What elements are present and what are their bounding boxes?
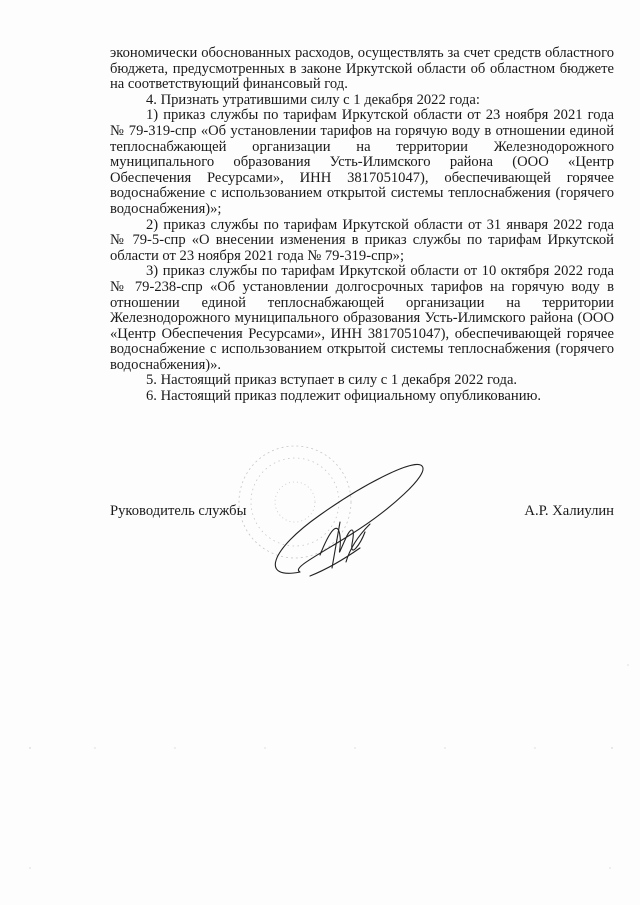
paragraph-continuation: экономически обоснованных расходов, осуществлять за счет средств областного бюджета, предусмотренных в законе Иркутской области об областном бюджете на соответствующий финансовый год. [110,45,614,93]
paragraph-item-5: 5. Настоящий приказ вступает в силу с 1 декабря 2022 года. [146,372,518,389]
paragraph-item-6: 6. Настоящий приказ подлежит официальному опубликованию. [146,388,542,405]
paragraph-subitem-2: 2) приказ службы по тарифам Иркутской области от 31 января 2022 года № 79-5-спр «О внесении изменения в приказ службы по тарифам Иркутской области от 23 ноября 2021 года № 79-319-спр»; [110,216,614,264]
paragraph-item-4: 4. Признать утратившими силу с 1 декабря 2022 года: [146,91,480,108]
signatory-position: Руководитель службы [110,503,247,519]
handwritten-signature [275,464,423,576]
paragraph-subitem-3: 3) приказ службы по тарифам Иркутской области от 10 октября 2022 года № 79-238-спр «Об установлении долгосрочных тарифов на горячую воду в отношении единой теплоснабжающей организации на территории Железнодорожного муниципального образования Усть-Илимского района (ООО «Центр Обеспечения Ресурсами», ИНН 3817051047), обеспечивающей горячее водоснабжение с использованием открытой системы теплоснабжения (горячего водоснабжения)». [110,263,614,373]
seal-stamp [239,446,351,558]
paragraph-subitem-1: 1) приказ службы по тарифам Иркутской области от 23 ноября 2021 года № 79-319-спр «Об установлении тарифов на горячую воду в отношении единой теплоснабжающей организации на территории Железнодорожного муниципального образования Усть-Илимского района (ООО «Центр Обеспечения Ресурсами», ИНН 3817051047), обеспечивающей горячее водоснабжение с использованием открытой системы теплоснабжения (горячего водоснабжения)»; [110,107,614,217]
signatory-name: А.Р. Халиулин [524,503,614,519]
document-body [110,46,614,405]
